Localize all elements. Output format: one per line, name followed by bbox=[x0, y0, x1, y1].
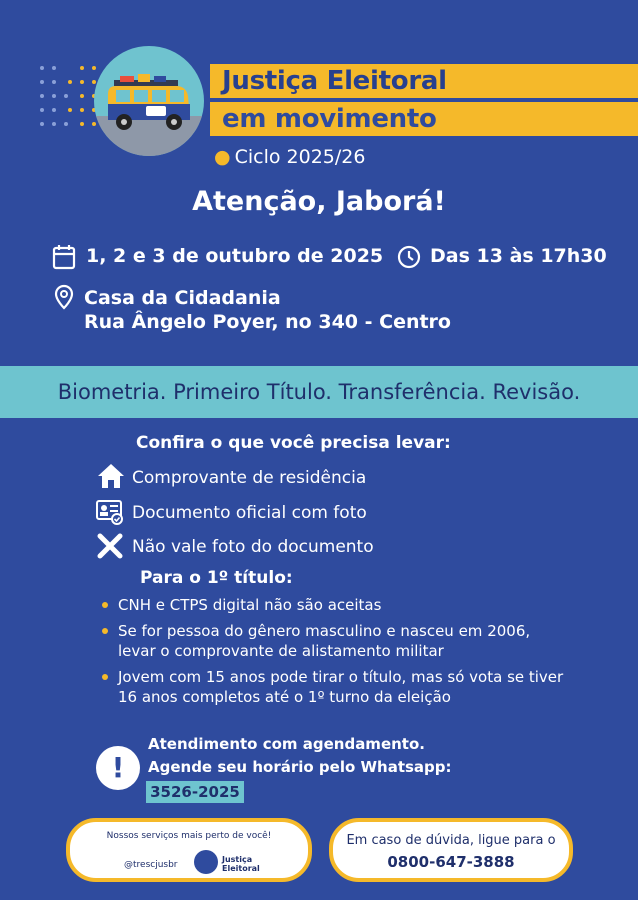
justica-eleitoral-logo-icon bbox=[194, 850, 218, 874]
title-line2-a: em bbox=[222, 104, 267, 134]
requirements-heading: Confira o que você precisa levar: bbox=[136, 433, 451, 453]
title-banner-line1 bbox=[210, 64, 638, 98]
footer-services-pill bbox=[66, 818, 312, 882]
list-item: CNH e CTPS digital não são aceitas bbox=[102, 595, 572, 615]
event-hours: Das 13 às 17h30 bbox=[430, 245, 607, 267]
cycle-label bbox=[214, 146, 365, 168]
first-title-notes bbox=[102, 595, 572, 713]
first-title-heading: Para o 1º título: bbox=[140, 568, 293, 588]
place-name: Casa da Cidadania bbox=[84, 287, 281, 309]
x-icon bbox=[97, 533, 123, 559]
cycle-text: Ciclo 2025/26 bbox=[234, 146, 366, 168]
requirement-item-no-photo: Não vale foto do documento bbox=[132, 537, 374, 557]
calendar-icon bbox=[52, 244, 76, 270]
bullet-dot-icon: ● bbox=[214, 146, 231, 168]
whatsapp-number: 3526-2025 bbox=[146, 781, 244, 803]
clock-icon bbox=[397, 245, 421, 269]
requirement-item-residence: Comprovante de residência bbox=[132, 468, 367, 488]
scheduling-line2: Agende seu horário pelo Whatsapp: bbox=[148, 758, 452, 776]
social-handle: @trescjusbr bbox=[124, 860, 178, 870]
footer-help-pill bbox=[329, 818, 573, 882]
logo-text: Justiça Eleitoral bbox=[222, 855, 260, 873]
title-line2-b: movimento bbox=[274, 104, 437, 134]
headline: Atenção, Jaborá! bbox=[192, 186, 446, 217]
title-banner-line2 bbox=[210, 102, 638, 136]
location-pin-icon bbox=[54, 284, 74, 310]
scheduling-line1: Atendimento com agendamento. bbox=[148, 735, 425, 753]
list-item: Se for pessoa do gênero masculino e nasceu em 2006, levar o comprovante de alistamento militar bbox=[102, 621, 572, 661]
requirement-item-id: Documento oficial com foto bbox=[132, 503, 367, 523]
title-line1: Justiça Eleitoral bbox=[222, 66, 447, 96]
van-illustration bbox=[94, 46, 204, 156]
van-icon bbox=[94, 46, 204, 156]
place-address: Rua Ângelo Poyer, no 340 - Centro bbox=[84, 311, 451, 333]
help-text: Em caso de dúvida, ligue para o bbox=[346, 833, 556, 848]
help-phone: 0800-647-3888 bbox=[387, 853, 515, 871]
id-card-icon bbox=[95, 499, 125, 525]
house-icon bbox=[96, 462, 126, 490]
event-dates: 1, 2 e 3 de outubro de 2025 bbox=[86, 245, 384, 267]
exclamation-icon: ! bbox=[96, 746, 140, 790]
services-band: Biometria. Primeiro Título. Transferência. Revisão. bbox=[0, 366, 638, 418]
footer-services-title: Nossos serviços mais perto de você! bbox=[106, 831, 272, 841]
list-item: Jovem com 15 anos pode tirar o título, mas só vota se tiver 16 anos completos até o 1º turno da eleição bbox=[102, 667, 572, 707]
